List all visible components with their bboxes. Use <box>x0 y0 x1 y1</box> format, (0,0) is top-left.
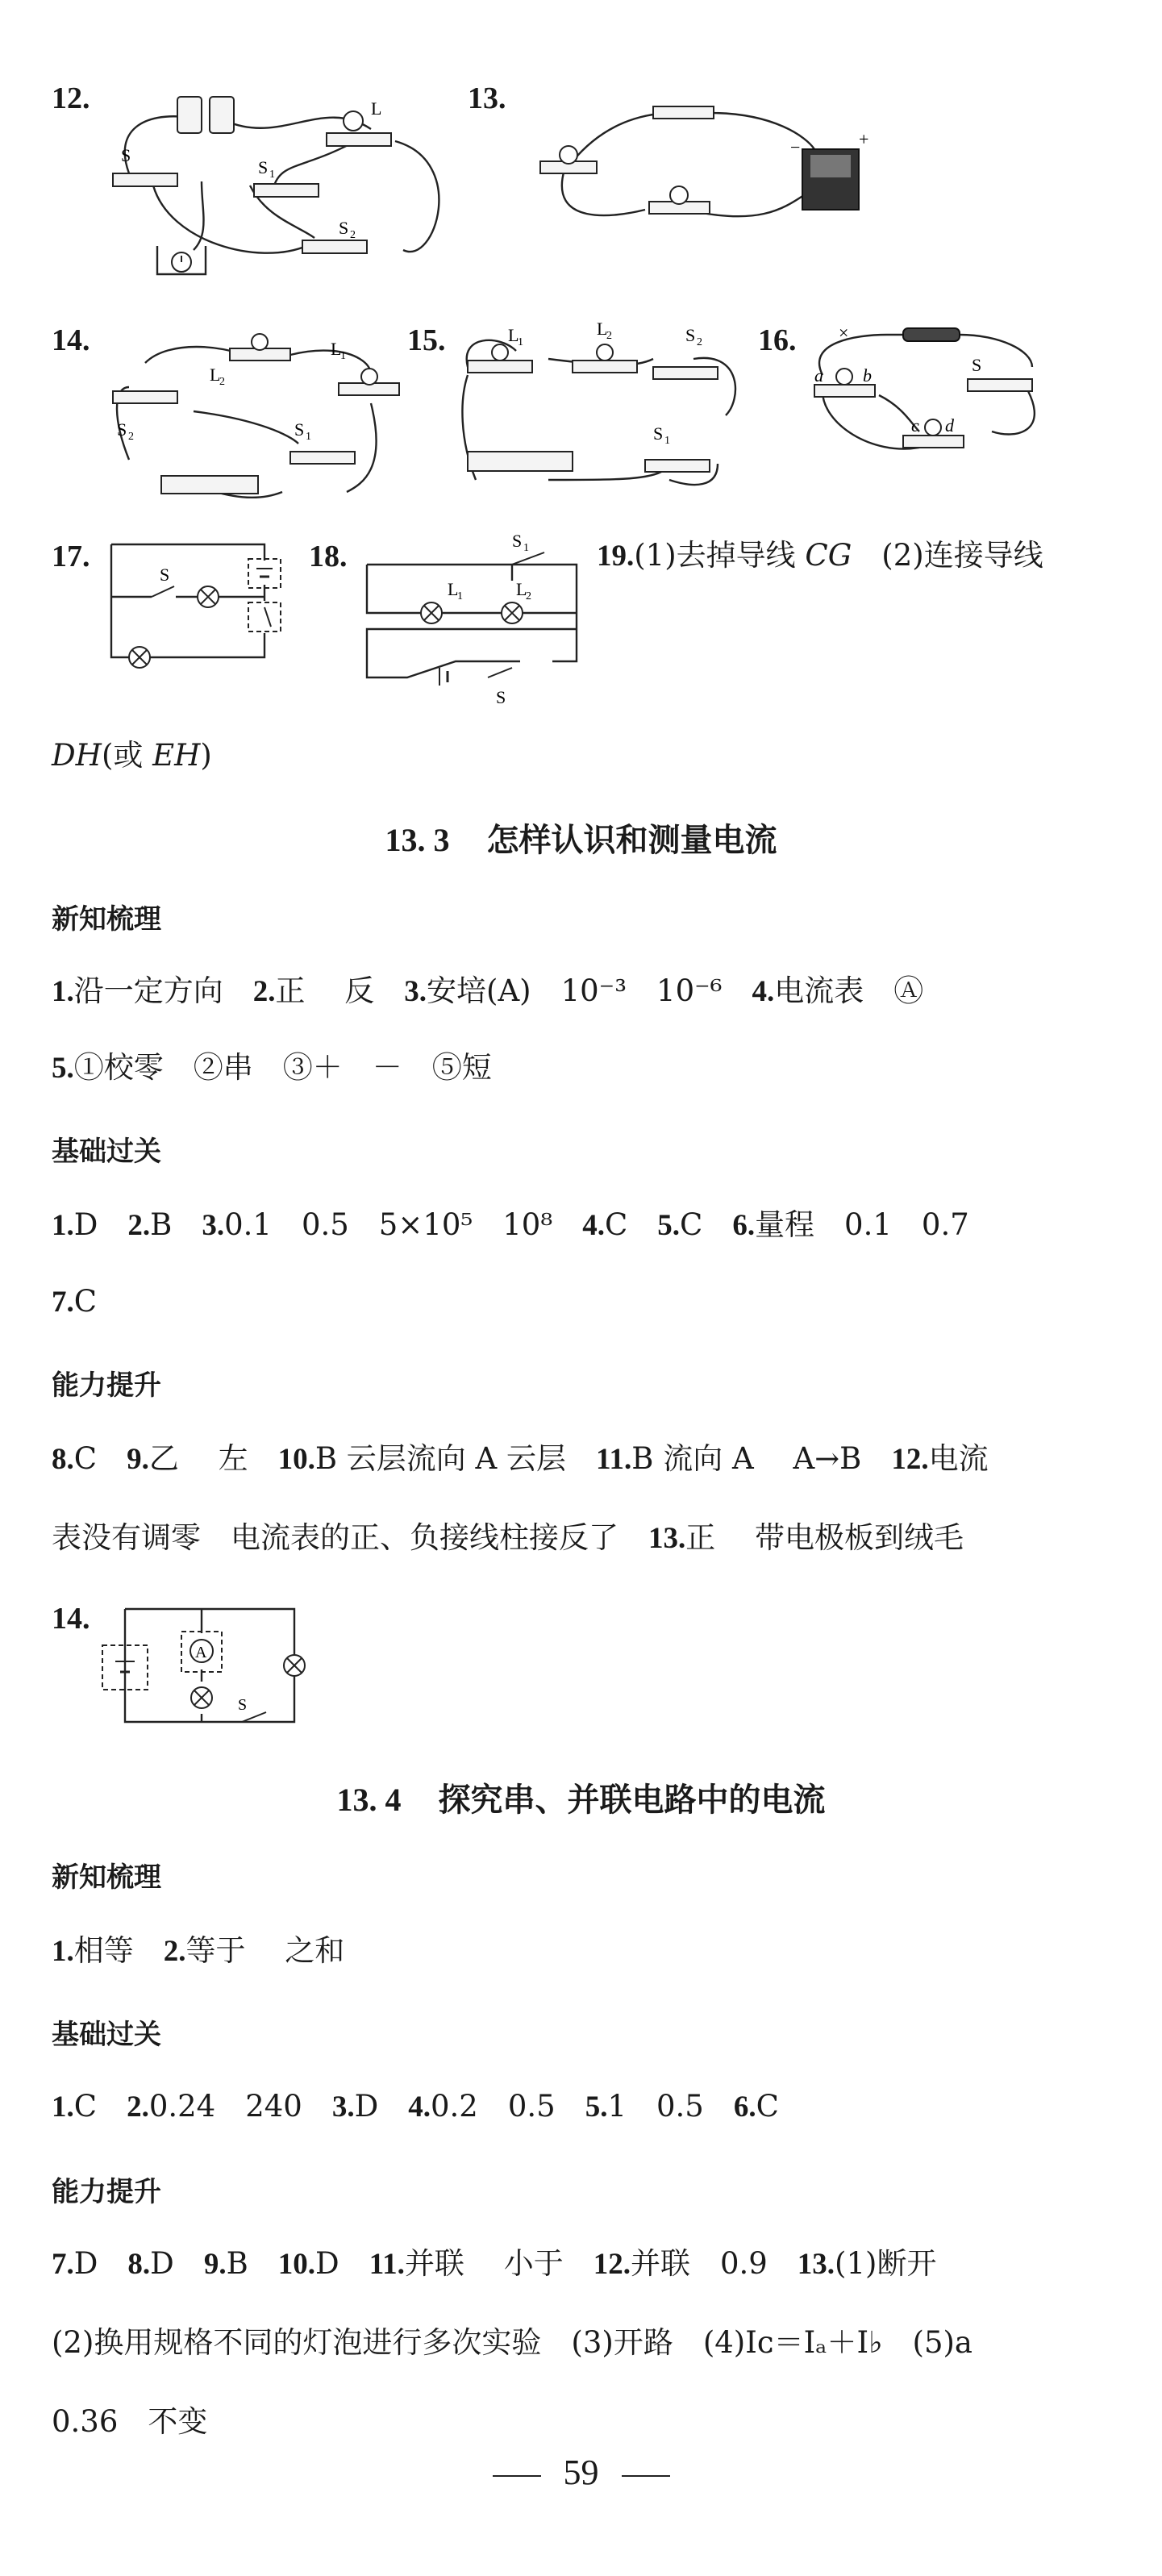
q13-number: 13. <box>468 81 506 115</box>
q16-label-c: c <box>911 415 919 436</box>
q15-label-s2: S <box>685 325 696 345</box>
answer-number: 3. <box>202 1209 225 1242</box>
q19-line2 <box>52 738 212 773</box>
s133-xinzhi-line1 <box>52 973 924 1008</box>
answer-number: 1. <box>52 975 74 1008</box>
q19-cont2: (或 <box>101 738 153 773</box>
answer-text: 1 0.5 <box>607 2089 734 2124</box>
answer-number: 6. <box>733 2090 756 2124</box>
answer-number: 1. <box>52 2090 74 2124</box>
s133-q14-number: 14. <box>52 1602 90 1636</box>
q14-label-l2-sub: 2 <box>219 376 225 388</box>
q13-plus: + <box>859 129 869 149</box>
answer-text: 正 反 <box>275 973 405 1008</box>
s133-nengli-line2 <box>52 1520 964 1555</box>
q13-minus: − <box>790 137 801 157</box>
q19-eh: EH <box>152 738 201 773</box>
q19-number: 19. <box>597 540 635 573</box>
q14-label-s1-sub: 1 <box>306 431 311 443</box>
q19-line1 <box>597 540 1043 571</box>
answer-number: 10. <box>277 1443 315 1476</box>
q18-label-l1: L <box>448 579 459 599</box>
q16-cross: × <box>839 323 849 343</box>
q14-label-l1-sub: 1 <box>340 350 346 362</box>
s134-nengli-line2 <box>52 2325 972 2360</box>
answer-number: 4. <box>752 975 775 1008</box>
section-13-4-number: 13. 4 <box>336 1782 402 1818</box>
answer-text: 0.2 0.5 <box>431 2089 585 2124</box>
answer-number: 1. <box>52 1935 74 1968</box>
q14-label-l1: L <box>331 339 342 359</box>
q18-number: 18. <box>309 540 348 573</box>
answer-number: 11. <box>596 1443 632 1476</box>
q15-circuit-figure <box>452 319 742 496</box>
q15-label-l2-sub: 2 <box>606 330 612 342</box>
s134-nengli-heading: 能力提升 <box>52 2176 161 2208</box>
answer-number: 5. <box>585 2090 608 2124</box>
q15-label-l1: L <box>508 325 519 345</box>
section-13-4-title <box>0 1774 1162 1820</box>
s134-jichu-heading: 基础过关 <box>52 2019 161 2051</box>
page-number-value: 59 <box>563 2453 599 2492</box>
answer-text: 沿一定方向 <box>73 973 253 1008</box>
q12-label-s2-sub: 2 <box>350 229 356 241</box>
answer-number: 3. <box>331 2090 355 2124</box>
answer-text: 0.24 240 <box>148 2089 332 2124</box>
page-number-left-dash <box>493 2475 541 2477</box>
q17-circuit-figure <box>103 536 289 673</box>
answer-number: 4. <box>408 2090 431 2124</box>
q14-circuit-figure <box>97 323 387 508</box>
q15-label-l1-sub: 1 <box>518 336 523 348</box>
s134-xinzhi-heading: 新知梳理 <box>52 1861 161 1894</box>
answer-text: C <box>756 2089 779 2124</box>
answer-text: B 流向 A A→B <box>631 1441 892 1476</box>
answer-text: 正 带电极板到绒毛 <box>685 1520 964 1555</box>
answer-number: 5. <box>52 1052 74 1085</box>
q12-label-s: S <box>121 145 131 165</box>
answer-number: 2. <box>127 1209 151 1242</box>
answer-text: (2)换用规格不同的灯泡进行多次实验 (3)开路 (4)Iᴄ＝Iₐ＋I♭ (5)a <box>52 2325 972 2360</box>
q16-label-a: a <box>814 365 823 386</box>
answer-number: 1. <box>52 1209 74 1242</box>
s133-q14-ammeter-a: A <box>195 1644 207 1661</box>
q17-label-s: S <box>160 565 170 585</box>
answer-number: 3. <box>404 975 427 1008</box>
q18-label-l2: L <box>516 579 527 599</box>
answer-number: 8. <box>52 1443 74 1476</box>
section-13-4-heading: 探究串、并联电路中的电流 <box>438 1782 826 1819</box>
answer-number: 7. <box>52 1286 74 1319</box>
answer-number: 13. <box>648 1522 686 1555</box>
answer-text: B <box>150 1207 202 1242</box>
q13-circuit-figure <box>516 81 903 234</box>
q16-label-s: S <box>972 355 982 375</box>
answer-number: 2. <box>163 1935 186 1968</box>
q12-label-l: L <box>371 98 382 119</box>
q16-number: 16. <box>758 323 797 357</box>
answer-text: C <box>73 1284 98 1319</box>
q19-text1: (1)去掉导线 <box>634 538 806 573</box>
s133-jichu-line2 <box>52 1286 97 1317</box>
answer-text: 并联 0.9 <box>630 2246 798 2281</box>
q16-label-d: d <box>945 415 954 436</box>
answer-text: (1)断开 <box>835 2246 937 2281</box>
q15-label-s2-sub: 2 <box>697 336 702 348</box>
q18-label-s: S <box>496 687 506 707</box>
s134-jichu-line1 <box>52 2091 779 2122</box>
q18-label-s1: S <box>512 531 523 551</box>
q18-circuit-figure <box>359 532 593 710</box>
answer-number: 12. <box>891 1443 929 1476</box>
answer-text: D <box>73 1207 128 1242</box>
s133-xinzhi-line2 <box>52 1052 492 1083</box>
s133-q14-circuit-figure <box>101 1601 310 1738</box>
answer-text: C <box>680 1207 733 1242</box>
q12-circuit-figure <box>97 81 444 282</box>
q16-label-b: b <box>863 365 872 386</box>
answer-text: 乙 左 <box>148 1441 278 1476</box>
q19-text2: (2)连接导线 <box>852 538 1043 573</box>
q14-label-s2-sub: 2 <box>128 431 134 443</box>
answer-number: 5. <box>657 1209 680 1242</box>
answer-number: 10. <box>277 2248 316 2281</box>
answer-text: D <box>315 2246 369 2281</box>
s134-xinzhi-line1 <box>52 1933 345 1968</box>
answer-number: 13. <box>797 2248 835 2281</box>
answer-text: D <box>150 2246 204 2281</box>
page-number-right-dash <box>622 2475 670 2477</box>
answer-text: C <box>604 1207 658 1242</box>
answer-text: 等于 之和 <box>185 1933 345 1968</box>
answer-text: C <box>73 2089 127 2124</box>
answer-number: 2. <box>127 2090 149 2124</box>
answer-text: 0.36 不变 <box>52 2404 208 2439</box>
answer-number: 9. <box>127 1443 149 1476</box>
answer-number: 8. <box>127 2248 151 2281</box>
answer-text: 相等 <box>73 1933 164 1968</box>
page-number <box>0 2452 1162 2493</box>
q12-label-s2: S <box>339 218 349 238</box>
q19-cont4: ) <box>200 738 212 773</box>
s134-nengli-line1 <box>52 2246 937 2281</box>
q15-label-s1: S <box>653 423 664 444</box>
q15-label-l2: L <box>597 319 608 339</box>
q18-label-s1-sub: 1 <box>523 542 529 554</box>
q14-label-s2: S <box>117 419 127 440</box>
answer-text: 电流 <box>928 1441 989 1476</box>
s133-nengli-heading: 能力提升 <box>52 1369 161 1402</box>
q12-number: 12. <box>52 81 90 115</box>
q14-label-s1: S <box>294 419 305 440</box>
q18-label-l2-sub: 2 <box>526 590 531 602</box>
q18-label-l1-sub: 1 <box>457 590 463 602</box>
answer-text: D <box>73 2246 128 2281</box>
q15-number: 15. <box>407 323 446 357</box>
answer-number: 11. <box>369 2248 405 2281</box>
answer-text: 量程 0.1 0.7 <box>755 1207 969 1242</box>
section-13-3-heading: 怎样认识和测量电流 <box>486 822 777 859</box>
q19-dh: DH <box>52 738 102 773</box>
q14-label-l2: L <box>210 365 221 385</box>
q19-cg: CG <box>805 538 852 573</box>
answer-text: D <box>354 2089 409 2124</box>
answer-number: 6. <box>732 1209 756 1242</box>
answer-number: 7. <box>52 2248 74 2281</box>
answer-text: 电流表 Ⓐ <box>774 973 924 1008</box>
answer-text: ①校零 ②串 ③＋ － ⑤短 <box>73 1050 492 1085</box>
q14-number: 14. <box>52 323 90 357</box>
answer-number: 4. <box>582 1209 605 1242</box>
section-13-3-title <box>0 815 1162 861</box>
answer-text: B 云层流向 A 云层 <box>314 1441 597 1476</box>
s134-nengli-line3 <box>52 2404 208 2439</box>
answer-text: B <box>226 2246 278 2281</box>
section-13-3-number: 13. 3 <box>385 822 450 858</box>
q16-circuit-figure <box>806 319 1040 480</box>
answer-text: 表没有调零 电流表的正、负接线柱接反了 <box>52 1520 648 1555</box>
answer-text: C <box>73 1441 127 1476</box>
answer-text: 安培(A) 10⁻³ 10⁻⁶ <box>427 973 752 1008</box>
s133-q14-label-s: S <box>238 1696 248 1714</box>
q12-label-s1: S <box>258 157 269 177</box>
answer-number: 9. <box>203 2248 227 2281</box>
s133-jichu-heading: 基础过关 <box>52 1136 161 1168</box>
s133-nengli-line1 <box>52 1441 989 1476</box>
s133-jichu-line1 <box>52 1207 969 1242</box>
q12-label-s1-sub: 1 <box>269 169 275 181</box>
answer-text: 并联 小于 <box>404 2246 593 2281</box>
answer-number: 2. <box>252 975 276 1008</box>
q17-number: 17. <box>52 540 90 573</box>
s133-xinzhi-heading: 新知梳理 <box>52 903 161 936</box>
q15-label-s1-sub: 1 <box>664 435 670 447</box>
answer-number: 12. <box>593 2248 631 2281</box>
answer-text: 0.1 0.5 5×10⁵ 10⁸ <box>224 1207 583 1242</box>
